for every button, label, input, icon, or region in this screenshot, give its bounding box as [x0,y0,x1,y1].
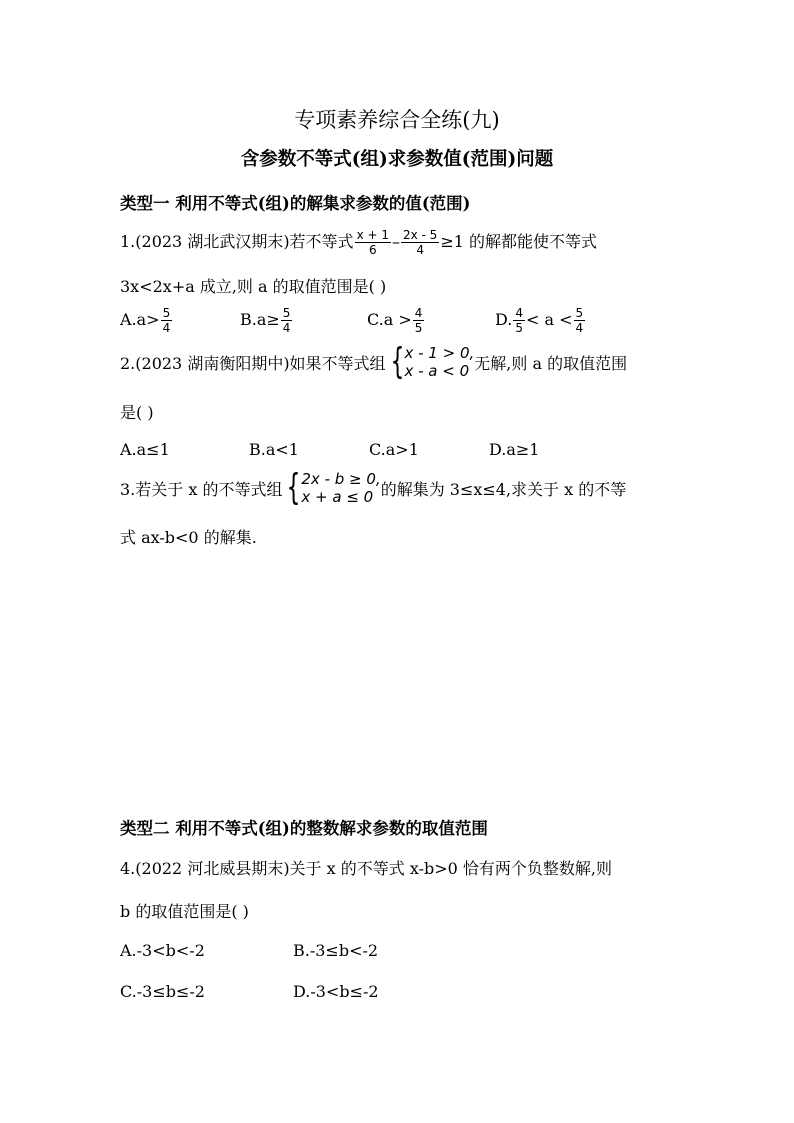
choice-4c[interactable]: C.-3≤b≤-2 [120,982,205,1001]
choice-1b-den: 4 [282,321,291,335]
question-4-line1: 4.(2022 河北威县期末)关于 x 的不等式 x-b>0 恰有两个负整数解,则 [120,859,612,878]
question-1-line1 [120,228,597,257]
choice-1d-fraction-1 [513,306,525,335]
question-3-line1 [120,467,627,508]
section-heading-type2: 类型二 利用不等式(组)的整数解求参数的取值范围 [120,819,488,838]
fraction-1-denominator: 6 [368,243,377,257]
question-1-suffix: ≥1 的解都能使不等式 [440,232,598,251]
choice-1c-den: 5 [414,321,423,335]
choice-1a[interactable] [120,306,173,335]
fraction-1-numerator: x + 1 [356,228,389,242]
choice-1d-num1: 4 [515,306,523,320]
choice-1d-num2: 5 [575,306,584,320]
choice-1b[interactable] [240,306,293,335]
choice-1a-num: 5 [162,306,171,320]
question-3-suffix: 的解集为 3≤x≤4,求关于 x 的不等 [380,479,627,499]
system-q2-row2: x - a < 0 [404,362,470,380]
system-q3-row2: x + a ≤ 0 [301,488,374,506]
choice-1c-label: C.a > [367,310,412,329]
choice-1c-num: 4 [414,306,423,320]
question-2-line1 [120,341,628,382]
choice-1d-fraction-2 [574,306,586,335]
page-subtitle: 含参数不等式(组)求参数值(范围)问题 [240,149,554,170]
choice-1d-den2: 4 [575,321,584,335]
left-brace-icon: { [287,467,301,508]
fraction-2-denominator: 4 [416,243,424,257]
choice-1a-fraction [161,306,173,335]
choice-4a[interactable]: A.-3<b<-2 [120,941,205,960]
question-3-prefix: 3.若关于 x 的不等式组 [120,479,283,499]
choice-1b-num: 5 [282,306,291,320]
section-heading-type1: 类型一 利用不等式(组)的解集求参数的值(范围) [120,194,471,213]
choice-1d-label: D. [495,310,513,329]
choice-1b-label: B.a≥ [240,310,280,329]
question-2-prefix: 2.(2023 湖南衡阳期中)如果不等式组 [120,353,386,373]
question-3-line2: 式 ax-b<0 的解集. [120,528,257,547]
choice-2c[interactable]: C.a>1 [369,440,419,459]
choice-1c[interactable] [367,306,425,335]
fraction-1 [355,228,391,257]
choice-1d-den1: 5 [515,321,523,335]
system-q2-row1: x - 1 > 0, [404,344,475,362]
left-brace-icon: { [390,341,404,382]
choice-4b[interactable]: B.-3≤b<-2 [293,941,379,960]
question-1-prefix: 1.(2023 湖北武汉期末)若不等式 [120,232,354,251]
inequality-system-q2 [386,341,475,382]
choice-4d[interactable]: D.-3<b≤-2 [293,982,379,1001]
question-2-suffix: 无解,则 a 的取值范围 [474,353,628,373]
choice-1b-fraction [281,306,293,335]
choice-1d[interactable] [495,306,586,335]
choice-2a[interactable]: A.a≤1 [120,440,170,459]
choice-1c-fraction [413,306,425,335]
fraction-2-numerator: 2x - 5 [402,228,438,242]
choice-1a-den: 4 [162,321,171,335]
fraction-2 [401,228,439,257]
question-4-line2: b 的取值范围是( ) [120,902,249,921]
choice-1d-middle: < a < [525,310,573,329]
question-1-line2: 3x<2x+a 成立,则 a 的取值范围是( ) [120,277,387,296]
question-2-line2: 是( ) [120,403,154,422]
system-q3-row1: 2x - b ≥ 0, [301,470,381,488]
page-title: 专项素养综合全练(九) [294,108,500,132]
choice-2d[interactable]: D.a≥1 [489,440,540,459]
choice-2b[interactable]: B.a<1 [249,440,299,459]
inequality-system-q3 [282,467,381,508]
choice-1a-label: A.a> [120,310,160,329]
minus-sign: – [391,232,400,251]
